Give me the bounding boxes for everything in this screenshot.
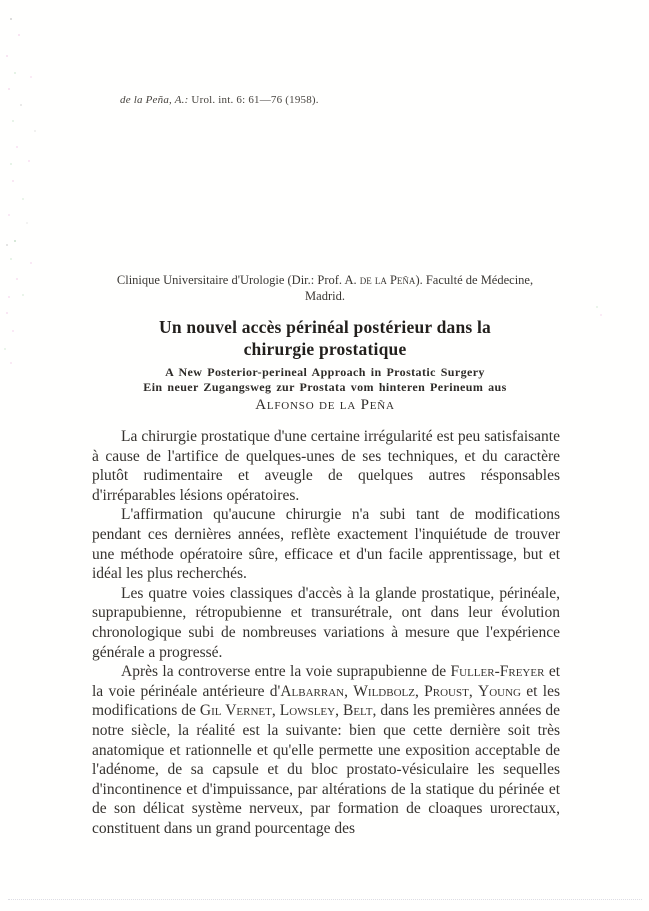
paragraph-1: La chirurgie prostatique d'une certaine irrégularité est peu satisfaisante à cause de l'artifice de quelques-unes de ses techniques, et du caractère plutôt rudimentaire et aveugle de quelques autres résponsables d'irréparables lésions opératoires.: [92, 428, 560, 504]
scan-noise-speckles: [0, 0, 2, 2]
citation-line: [120, 94, 319, 106]
affiliation: [70, 272, 580, 304]
subtitle-english: A New Posterior-perineal Approach in Prostatic Surgery: [165, 365, 485, 379]
scan-edge-dotted-line: [8, 899, 642, 900]
author-name: Alfonso de la Peña: [255, 397, 395, 413]
article-title-line-1: Un nouvel accès périnéal postérieur dans la: [158, 317, 492, 337]
article-body: [92, 427, 560, 838]
paragraph-4: Après la controverse entre la voie suprapubienne de Fuller-Freyer et la voie périnéale antérieure d'Albarran, Wildbolz, Proust, Young et les modifications de Gil Vernet, Lowsley, Belt, dans les premières années de notre siècle, la réalité est la suivante: bien que cette dernière soit très anatomique et rationnelle et qu'elle permette une exposition acceptable de l'adénome, de sa capsule et du bloc prostato-vésiculaire les sequelles d'incontinence et d'impuissance, par altérations de la statique du périnée et de son délicat système nerveux, par formation de cloaques urorectaux, constituent dans un grand pourcentage des: [92, 663, 561, 837]
subtitle-german: Ein neuer Zugangsweg zur Prostata vom hinteren Perineum aus: [143, 380, 507, 394]
article-title: [70, 316, 580, 360]
affiliation-line-1: Clinique Universitaire d'Urologie (Dir.: Prof. A. de la Peña). Faculté de Médecine,: [116, 273, 534, 287]
article-title-line-2: chirurgie prostatique: [243, 339, 407, 359]
paragraph-3: Les quatre voies classiques d'accès à la glande prostatique, périnéale, suprapubienne, rétropubienne et transurétrale, ont dans leur évolution chronologique subi de nombreuses variations à mesure que l'expérience générale a progressé.: [92, 584, 560, 661]
citation-author: de la Peña, A.:: [120, 94, 189, 106]
citation-reference: Urol. int. 6: 61—76 (1958).: [188, 94, 319, 106]
affiliation-line-2: Madrid.: [305, 289, 345, 303]
paragraph-2: L'affirmation qu'aucune chirurgie n'a subi tant de modifications pendant ces dernières années, reflète exactement l'inquiétude de trouver une méthode opératoire sûre, efficace et d'un facile apprentissage, but et idéal les plus recherchés.: [92, 506, 560, 583]
